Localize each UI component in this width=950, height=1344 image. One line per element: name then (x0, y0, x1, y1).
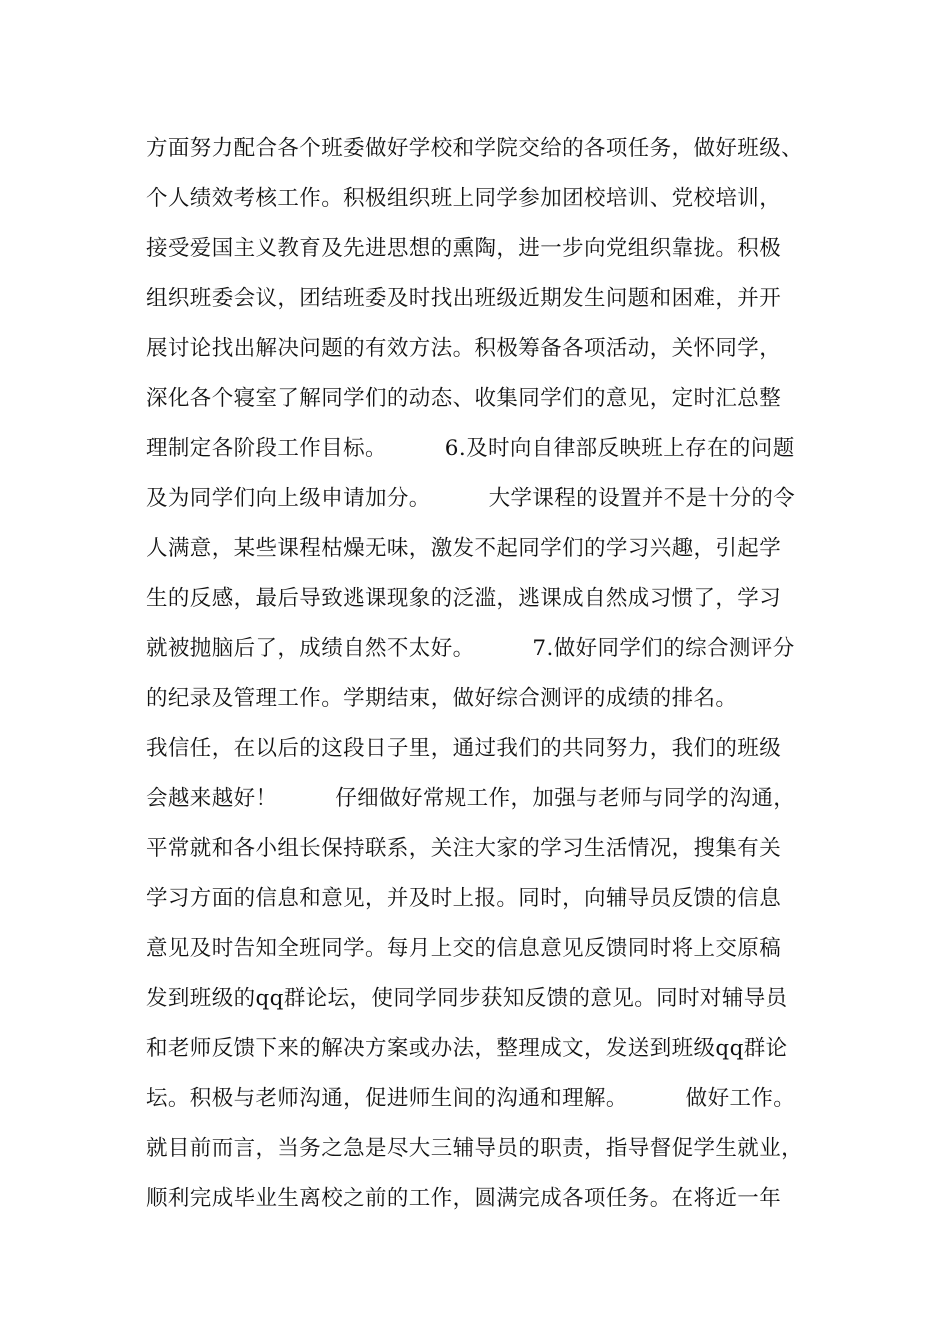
text-line: 就目前而言，当务之急是尽大三辅导员的职责，指导督促学生就业， (146, 1136, 804, 1161)
text-line: 意见及时告知全班同学。每月上交的信息意见反馈同时将上交原稿 (146, 936, 782, 961)
text-line: 我信任，在以后的这段日子里，通过我们的共同努力，我们的班级 (146, 736, 782, 761)
text-line: 坛。积极与老师沟通，促进师生间的沟通和理解。 做好工作。 (146, 1086, 796, 1111)
text-line: 的纪录及管理工作。学期结束，做好综合测评的成绩的排名。 (146, 686, 738, 711)
text-line: 就被抛脑后了，成绩自然不太好。 7.做好同学们的综合测评分 (146, 636, 795, 661)
text-line: 理制定各阶段工作目标。 6.及时向自律部反映班上存在的问题 (146, 436, 795, 461)
text-line: 平常就和各小组长保持联系，关注大家的学习生活情况，搜集有关 (146, 836, 782, 861)
text-line: 个人绩效考核工作。积极组织班上同学参加团校培训、党校培训， (146, 186, 782, 211)
text-line: 人满意，某些课程枯燥无味，激发不起同学们的学习兴趣，引起学 (146, 536, 782, 561)
text-line: 展讨论找出解决问题的有效方法。积极筹备各项活动，关怀同学， (146, 336, 782, 361)
text-line: 深化各个寝室了解同学们的动态、收集同学们的意见，定时汇总整 (146, 386, 782, 411)
text-line: 生的反感，最后导致逃课现象的泛滥，逃课成自然成习惯了，学习 (146, 586, 782, 611)
text-line: 及为同学们向上级申请加分。 大学课程的设置并不是十分的令 (146, 486, 796, 511)
text-line: 学习方面的信息和意见，并及时上报。同时，向辅导员反馈的信息 (146, 886, 782, 911)
text-line: 接受爱国主义教育及先进思想的熏陶，进一步向党组织靠拢。积极 (146, 236, 782, 261)
body-text (146, 124, 836, 1224)
text-line: 顺利完成毕业生离校之前的工作，圆满完成各项任务。在将近一年 (146, 1186, 782, 1211)
text-line: 组织班委会议，团结班委及时找出班级近期发生问题和困难，并开 (146, 286, 782, 311)
text-line: 方面努力配合各个班委做好学校和学院交给的各项任务，做好班级、 (146, 136, 804, 161)
text-line: 会越来越好！ 仔细做好常规工作，加强与老师与同学的沟通， (146, 786, 796, 811)
text-line: 和老师反馈下来的解决方案或办法，整理成文，发送到班级qq群论 (146, 1036, 788, 1061)
text-line: 发到班级的qq群论坛，使同学同步获知反馈的意见。同时对辅导员 (146, 986, 788, 1011)
